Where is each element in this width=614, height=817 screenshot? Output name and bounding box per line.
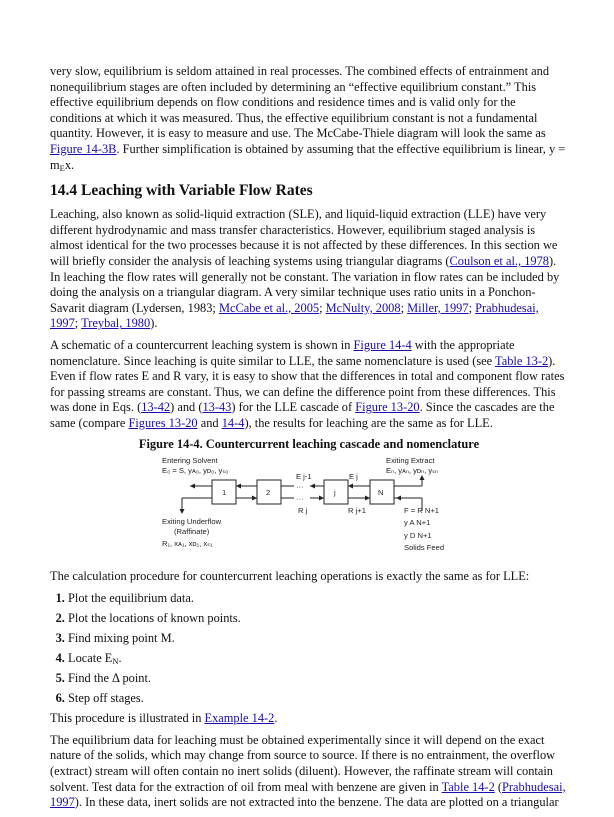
procedure-intro: The calculation procedure for countercurrent leaching operations is exactly the same as for LLE: xyxy=(50,569,530,584)
link-figure-14-3b[interactable]: Figure 14-3B xyxy=(50,141,117,156)
text: . xyxy=(274,711,278,726)
arrow-icon xyxy=(420,475,425,480)
dots-lower: ··· xyxy=(296,494,304,504)
e-j-minus-1-label: E j-1 xyxy=(296,472,312,482)
schematic-paragraph xyxy=(50,338,568,432)
raffinate-label: (Raffinate) xyxy=(174,527,210,537)
link-treybal[interactable]: Treybal, 1980 xyxy=(81,316,151,331)
section-heading: 14.4 Leaching with Variable Flow Rates xyxy=(50,182,313,200)
text: . Since the cascades are the same (compare xyxy=(50,400,555,430)
document-page xyxy=(50,64,568,817)
text: ; xyxy=(74,316,82,331)
link-14-4[interactable]: 14-4 xyxy=(221,415,245,430)
arrow-icon xyxy=(252,496,257,501)
feed-ya-label: y A N+1 xyxy=(404,518,431,528)
text: ). Even if flow rates E and R vary, it is easy to show that the differences in total and component flow rates for passing streams are constant. Thus, we can define the difference point from these differences. This was done in Eqs. ( xyxy=(50,353,565,415)
link-mccabe[interactable]: McCabe et al., 2005 xyxy=(218,300,320,315)
link-figure-13-20[interactable]: Figure 13-20 xyxy=(355,400,420,415)
underflow-vars: R₁, xᴀ₁, xᴅ₁, xₛ₁ xyxy=(162,539,213,549)
arrow-icon xyxy=(365,496,370,501)
link-mcnulty[interactable]: McNulty, 2008 xyxy=(325,300,401,315)
arrow-icon xyxy=(348,484,353,489)
arrow-icon xyxy=(180,509,185,514)
link-eq-13-42[interactable]: 13-42 xyxy=(141,400,171,415)
exiting-extract-label: Exiting Extract xyxy=(386,456,435,466)
text: ). In leaching the flow rates will generally not be constant. The variation in flow rates can be included by doing the analysis on a triangular diagram. A very similar technique uses ratio units in a Ponchon-Savarit diagram (Lydersen, 1983; xyxy=(50,253,560,315)
text: . Further simplification is obtained by assuming that the effective equilibrium is linear, y = m xyxy=(50,141,566,172)
link-coulson[interactable]: Coulson et al., 1978 xyxy=(449,253,549,268)
arrow-icon xyxy=(319,496,324,501)
text: This procedure is illustrated in xyxy=(50,711,205,726)
e-j-label: E j xyxy=(349,472,358,482)
illustrated-paragraph xyxy=(50,711,568,727)
text: with the appropriate nomenclature. Since leaching is quite similar to LLE, the same nomenclature is used (see xyxy=(50,337,515,368)
text: Leaching, also known as solid-liquid extraction (SLE), and liquid-liquid extraction (LLE) have very different hydrodynamic and mass transfer characteristics. However, equilibrium staged analysis is almost identical for the two processes because it is not affected by these differences. In this section we will briefly consider the analysis of leaching systems using triangular diagrams ( xyxy=(50,207,558,268)
link-example-14-2[interactable]: Example 14-2 xyxy=(204,711,275,726)
r-j-plus-1-label: R j+1 xyxy=(348,506,366,516)
text: ). In these data, inert solids are not extracted into the benzene. The data are plotted on a triangular xyxy=(74,795,559,810)
link-figures-13-20[interactable]: Figures 13-20 xyxy=(128,415,198,430)
text: and xyxy=(197,415,222,430)
list-item: 6. Step off stages. xyxy=(68,691,568,707)
cascade-diagram xyxy=(160,455,458,563)
text: ( xyxy=(494,779,502,794)
leaching-paragraph xyxy=(50,207,568,332)
list-item: 3. Find mixing point M. xyxy=(68,631,568,647)
text: Locate E xyxy=(68,650,113,665)
closing-paragraph xyxy=(50,733,568,811)
intro-paragraph xyxy=(50,64,568,173)
procedure-steps xyxy=(50,591,568,707)
text: ; xyxy=(400,300,408,315)
list-item: 2. Plot the locations of known points. xyxy=(68,611,568,627)
arrow-icon xyxy=(236,484,241,489)
text: The equilibrium data for leaching must be obtained experimentally since it will depend on the exact nature of the solids, which may change from source to source. If there is no entrainment, the overflow (extract) stream will often contain no inert solids (diluent). However, the raffinate stream will contain solvent. Test data for the extraction of oil from meal with benzene are given in xyxy=(50,732,556,794)
arrow-icon xyxy=(190,484,195,489)
list-item: 5. Find the Δ point. xyxy=(68,671,568,687)
entering-solvent-vars: E₀ = S, yᴀ₀, yᴅ₀, yₛ₀ xyxy=(162,466,229,476)
text: ) and ( xyxy=(170,400,203,415)
text: x. xyxy=(64,157,75,172)
text: ) for the LLE cascade of xyxy=(231,400,356,415)
link-miller[interactable]: Miller, 1997 xyxy=(407,300,469,315)
link-table-14-2[interactable]: Table 14-2 xyxy=(441,779,495,794)
feed-flow-label: F = R N+1 xyxy=(404,506,440,516)
link-figure-14-4[interactable]: Figure 14-4 xyxy=(353,337,412,352)
link-eq-13-43[interactable]: 13-43 xyxy=(202,400,232,415)
stage-j-label: j xyxy=(334,488,336,498)
text: ). xyxy=(150,316,158,331)
text: very slow, equilibrium is seldom attained in real processes. The combined effects of entrainment and nonequilibrium stages are often included by determining an “effective equilibrium constant.” This effective equilibrium depends on flow conditions and residence times and is valid only for the conditions at which it was measured. Thus, the effective equilibrium constant is not a fundamental quantity. However, it is easy to measure and use. The McCabe-Thiele diagram will look the same as xyxy=(50,64,550,141)
text: ; xyxy=(319,300,326,315)
exiting-extract-vars: Eₙ, yᴀₙ, yᴅₙ, yₛₙ xyxy=(386,466,439,476)
subscript: N xyxy=(112,655,119,666)
text: . xyxy=(118,650,122,665)
feed-yd-label: y D N+1 xyxy=(404,531,432,541)
exiting-underflow-label: Exiting Underflow xyxy=(162,517,222,527)
text: ), the results for leaching are the same as for LLE. xyxy=(244,415,493,430)
link-prabhudesai-1997[interactable]: Prabhudesai, 1997 xyxy=(50,779,566,810)
entering-solvent-label: Entering Solvent xyxy=(162,456,218,466)
link-table-13-2[interactable]: Table 13-2 xyxy=(495,353,549,368)
r-j-label: R j xyxy=(298,506,308,516)
list-item: 1. Plot the equilibrium data. xyxy=(68,591,568,607)
arrow-icon xyxy=(310,484,315,489)
stage-n-label: N xyxy=(378,488,384,498)
stage-1-label: 1 xyxy=(222,488,227,498)
stage-2-label: 2 xyxy=(266,488,271,498)
text: A schematic of a countercurrent leaching system is shown in xyxy=(50,337,354,352)
stage-box-j xyxy=(324,480,348,504)
link-prabhudesai[interactable]: Prabhudesai, 1997 xyxy=(50,300,539,331)
figure-caption: Figure 14-4. Countercurrent leaching cascade and nomenclature xyxy=(138,437,480,452)
list-item xyxy=(68,651,568,667)
arrow-icon xyxy=(396,496,401,501)
text: ; xyxy=(468,300,476,315)
subscript: E xyxy=(59,162,65,173)
dots-upper: ··· xyxy=(296,482,304,492)
solids-feed-label: Solids Feed xyxy=(404,543,445,553)
